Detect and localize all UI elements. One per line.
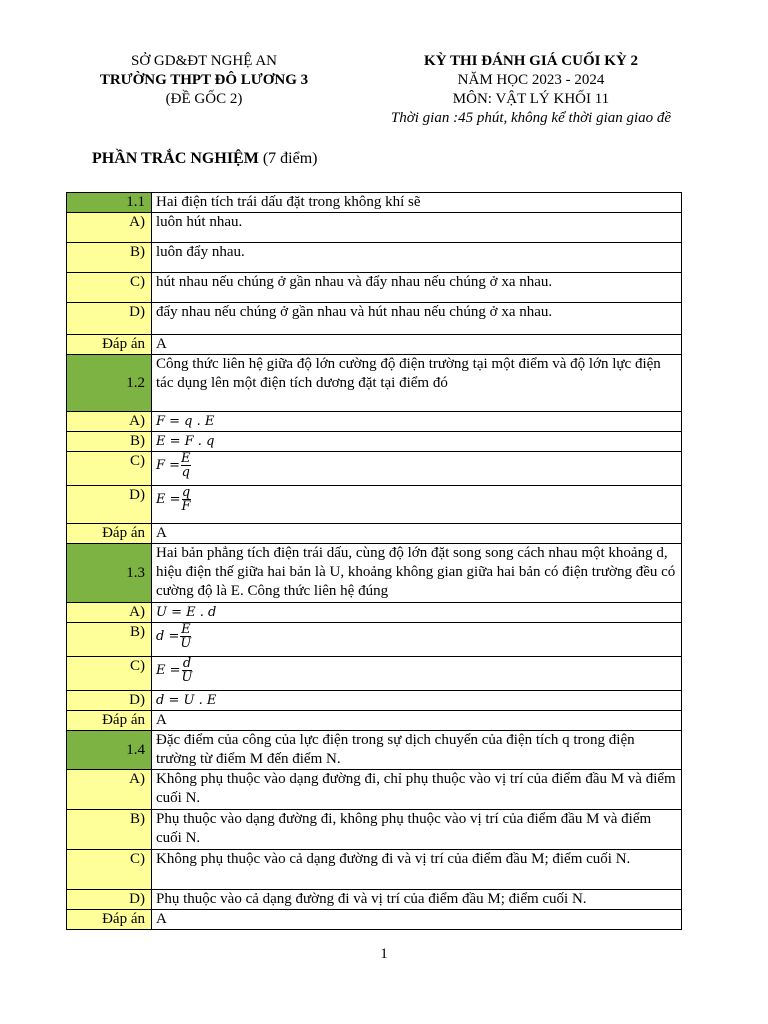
option-row [67, 657, 682, 691]
option-formula: F = q . E [156, 414, 215, 429]
department-name: SỞ GD&ĐT NGHỆ AN [131, 53, 277, 69]
option-row [67, 603, 682, 623]
option-label: C) [67, 452, 152, 486]
option-formula: d = $\frac{E}{U}$ [156, 622, 192, 651]
question-number: 1.1 [67, 193, 152, 213]
option-text: Không phụ thuộc vào dạng đường đi, chỉ phụ thuộc vào vị trí của điểm đầu M và điểm cuối N. [152, 770, 682, 810]
subject: MÔN: VẬT LÝ KHỐI 11 [452, 91, 610, 107]
option-label: C) [67, 273, 152, 303]
option-formula: d = U . E [156, 693, 217, 708]
answer-label: Đáp án [67, 711, 152, 731]
option-text: luôn hút nhau. [152, 213, 682, 243]
option-row [67, 452, 682, 486]
question-number: 1.3 [67, 544, 152, 603]
option-formula: U = E . d [156, 605, 217, 620]
answer-value: A [152, 910, 682, 930]
option-label: D) [67, 303, 152, 335]
answer-label: Đáp án [67, 524, 152, 544]
option-text: Không phụ thuộc vào cả dạng đường đi và vị trí của điểm đầu M; điểm cuối N. [152, 850, 682, 890]
option-formula: E = $\frac{d}{U}$ [156, 656, 193, 685]
option-label: A) [67, 603, 152, 623]
school-header [62, 52, 346, 109]
answer-value: A [152, 711, 682, 731]
exam-header [356, 52, 706, 128]
option-text: hút nhau nếu chúng ở gần nhau và đẩy nhau nếu chúng ở xa nhau. [152, 273, 682, 303]
option-text: Phụ thuộc vào dạng đường đi, không phụ thuộc vào vị trí của điểm đầu M và điểm cuối N. [152, 810, 682, 850]
question-row [67, 731, 682, 770]
option-label: C) [67, 850, 152, 890]
answer-value: A [152, 524, 682, 544]
option-row [67, 273, 682, 303]
option-label: A) [67, 770, 152, 810]
question-text: Hai điện tích trái dấu đặt trong không khí sẽ [152, 193, 682, 213]
answer-label: Đáp án [67, 910, 152, 930]
question-text: Công thức liên hệ giữa độ lớn cường độ điện trường tại một điểm và độ lớn lực điện tác dụng lên một điện tích dương đặt tại điểm đó [152, 355, 682, 412]
answer-row [67, 524, 682, 544]
questions-table [66, 192, 682, 930]
option-row [67, 770, 682, 810]
answer-row [67, 711, 682, 731]
answer-label: Đáp án [67, 335, 152, 355]
question-number: 1.4 [67, 731, 152, 770]
option-text: đẩy nhau nếu chúng ở gần nhau và hút nhau nếu chúng ở xa nhau. [152, 303, 682, 335]
option-label: C) [67, 657, 152, 691]
option-formula: E = F . q [156, 434, 215, 449]
option-label: B) [67, 243, 152, 273]
question-row [67, 193, 682, 213]
question-number: 1.2 [67, 355, 152, 412]
option-label: B) [67, 432, 152, 452]
option-row [67, 810, 682, 850]
answer-row [67, 910, 682, 930]
option-label: B) [67, 810, 152, 850]
section-title [92, 150, 317, 168]
answer-value: A [152, 335, 682, 355]
option-formula: F = $\frac{E}{q}$ [156, 451, 191, 480]
question-text: Hai bản phẳng tích điện trái dấu, cùng độ lớn đặt song song cách nhau một khoảng d, hiệu điện thế giữa hai bản là U, khoảng không gian giữa hai bản có điện trường đều có cường độ là E. Công thức liên hệ đúng [152, 544, 682, 603]
option-label: D) [67, 486, 152, 524]
option-row [67, 890, 682, 910]
option-text: luôn đẩy nhau. [152, 243, 682, 273]
option-row [67, 623, 682, 657]
section-points: (7 điểm) [262, 150, 318, 167]
section-name: PHẦN TRẮC NGHIỆM [92, 150, 259, 167]
option-formula: E = $\frac{q}{F}$ [156, 485, 191, 514]
option-label: A) [67, 412, 152, 432]
answer-row [67, 335, 682, 355]
option-label: D) [67, 890, 152, 910]
option-row [67, 486, 682, 524]
option-row [67, 432, 682, 452]
option-label: B) [67, 623, 152, 657]
exam-title: KỲ THI ĐÁNH GIÁ CUỐI KỲ 2 [424, 53, 638, 69]
time-limit: Thời gian :45 phút, không kể thời gian giao đề [390, 110, 672, 126]
option-row [67, 303, 682, 335]
option-row [67, 850, 682, 890]
question-row [67, 355, 682, 412]
option-row [67, 412, 682, 432]
school-year: NĂM HỌC 2023 - 2024 [457, 72, 605, 88]
option-row [67, 213, 682, 243]
page-number: 1 [380, 946, 388, 962]
option-row [67, 691, 682, 711]
option-row [67, 243, 682, 273]
option-text: Phụ thuộc vào cả dạng đường đi và vị trí của điểm đầu M; điểm cuối N. [152, 890, 682, 910]
question-text: Đặc điểm của công của lực điện trong sự dịch chuyển của điện tích q trong điện trường từ điểm M đến điểm N. [152, 731, 682, 770]
exam-code: (ĐỀ GỐC 2) [165, 91, 243, 107]
question-row [67, 544, 682, 603]
school-name: TRƯỜNG THPT ĐÔ LƯƠNG 3 [99, 72, 309, 88]
option-label: A) [67, 213, 152, 243]
option-label: D) [67, 691, 152, 711]
